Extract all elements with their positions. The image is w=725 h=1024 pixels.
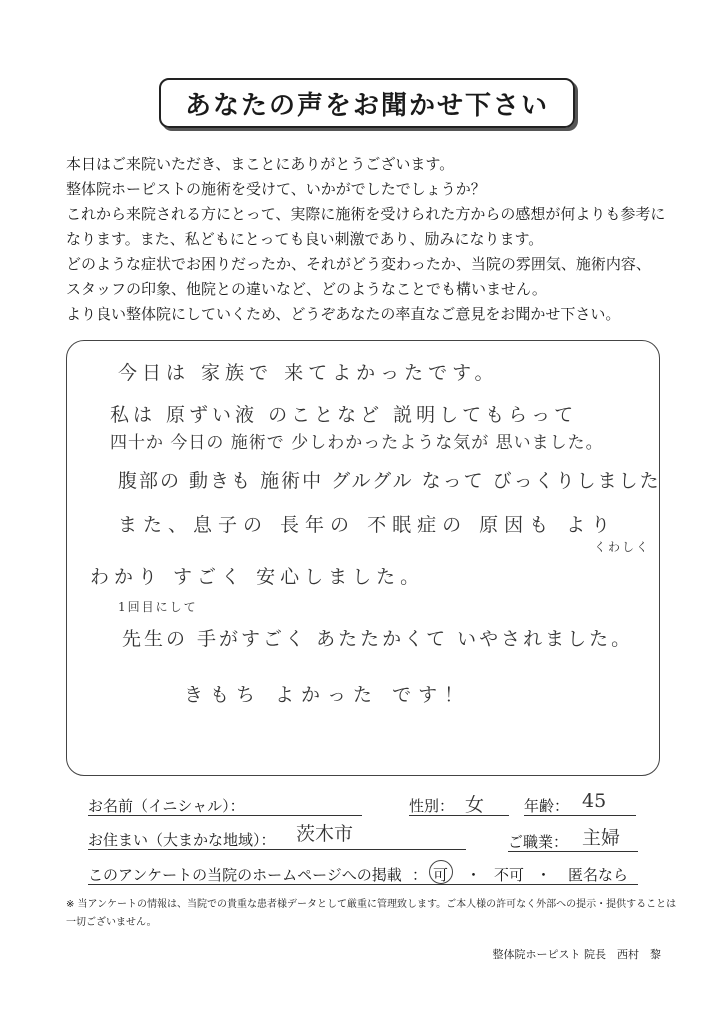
address-label: お住まい（大まかな地域）：: [88, 831, 276, 849]
handwritten-line: わかり すごく 安心しました。: [90, 566, 425, 588]
option-separator: ・: [536, 866, 552, 884]
handwritten-line: 今日は 家族で 来てよかったです。: [118, 362, 499, 384]
job-value: 主婦: [582, 827, 621, 849]
handwritten-line: また、息子の 長年の 不眠症の 原因も より: [118, 514, 617, 536]
address-line: [88, 849, 466, 850]
intro-text: [66, 152, 676, 327]
option-separator: ・: [466, 866, 482, 884]
option-no: 不可: [494, 866, 525, 884]
intro-line: なります。また、私どもにとっても良い刺激であり、励みになります。: [66, 230, 544, 248]
handwritten-line: 私は 原ずい液 のことなど 説明してもらって: [110, 404, 578, 426]
job-line: [508, 851, 638, 852]
gender-label: 性別：: [409, 797, 455, 815]
privacy-note: ※ 当アンケートの情報は、当院での貴重な患者様データとして厳重に管理致します。ご本人様の許可なく外部への提示・提供することは一切ございません。: [66, 899, 677, 928]
signature: 整体院ホーピスト 院長 西村 黎: [492, 948, 661, 961]
intro-line: 本日はご来院いただき、まことにありがとうございます。: [66, 155, 455, 173]
age-line: [524, 815, 636, 816]
handwritten-insert: くわしく: [594, 540, 651, 554]
page-title: [159, 78, 575, 128]
option-anonymous: 匿名なら: [568, 866, 629, 884]
intro-line: どのような症状でお困りだったか、それがどう変わったか、当院の雰囲気、施術内容、: [66, 255, 651, 273]
publish-colon: ：: [412, 866, 428, 884]
intro-line: これから来院される方にとって、実際に施術を受けられた方からの感想が何よりも参考に: [66, 205, 666, 223]
job-label: ご職業：: [508, 833, 569, 851]
intro-line: スタッフの印象、他院との違いなど、どのようなことでも構いません。: [66, 280, 547, 298]
name-line: [88, 815, 362, 816]
gender-line: [409, 815, 509, 816]
handwritten-line: 四十か 今日の 施術で 少しわかったような気が 思いました。: [110, 433, 604, 453]
page-title-text: あなたの声をお聞かせ下さい: [184, 90, 549, 121]
publish-line: [88, 884, 638, 885]
handwritten-line: 先生の 手がすごく あたたかくて いやされました。: [122, 628, 634, 650]
address-value: 茨木市: [296, 823, 354, 845]
handwritten-line: 腹部の 動きも 施術中 グルグル なって びっくりしました: [118, 470, 661, 492]
gender-value: 女: [465, 794, 485, 816]
publish-label: このアンケートの当院のホームページへの掲載: [88, 866, 402, 884]
age-value: 45: [582, 790, 607, 812]
intro-line: 整体院ホーピストの施術を受けて、いかがでしたでしょうか？: [66, 180, 486, 198]
name-label: お名前（イニシャル）：: [88, 797, 245, 815]
handwritten-line: きもち よかった です！: [184, 684, 471, 706]
option-yes: 可: [433, 866, 449, 884]
handwritten-insert: 1回目にして: [118, 600, 198, 614]
age-label: 年齢：: [524, 797, 570, 815]
intro-line: より良い整体院にしていくため、どうぞあなたの率直なご意見をお聞かせ下さい。: [66, 305, 621, 323]
